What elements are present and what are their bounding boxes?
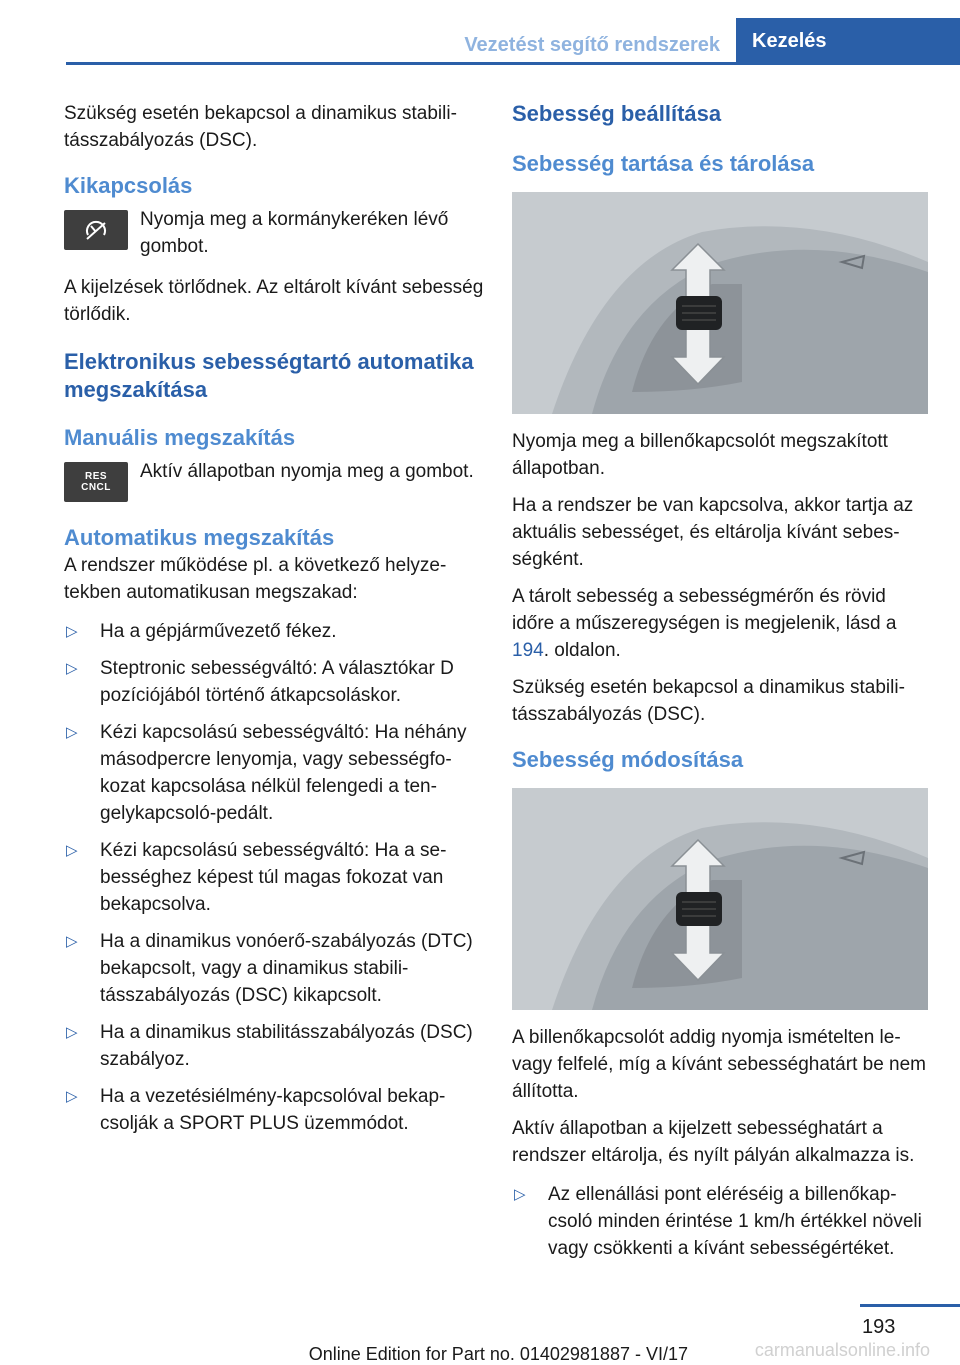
kikapcsolas-heading: Kikapcsolás [64, 173, 193, 198]
manual-text: Aktív állapotban nyomja meg a gombot. [140, 461, 474, 482]
hold-heading: Sebesség tartása és tárolása [512, 151, 815, 176]
list-item: ▷ Kézi kapcsolású sebességváltó: Ha néhány másodpercre lenyomja, vagy sebességfokozat kapcsolása nélkül felengedi a tengelykapcsoló-pedált. [64, 719, 484, 827]
auto-bullet-list [64, 618, 484, 1137]
triangle-bullet-icon: ▷ [66, 1024, 78, 1041]
triangle-bullet-icon: ▷ [66, 724, 78, 741]
res-label: RES [84, 471, 108, 482]
cncl-label: CNCL [81, 482, 111, 493]
kikapcsolas-icon-text: Nyomja meg a kormánykeréken lévő gombot. [140, 209, 449, 257]
hold-paragraph-2: Ha a rendszer be van kapcsolva, akkor tartja az aktuális sebességet, és eltárolja kívánt sebességként. [512, 495, 914, 570]
kikapcsolas-icon-row [64, 206, 484, 260]
header-tab-kezeles[interactable]: Kezelés [736, 18, 960, 65]
header-rule [66, 62, 960, 65]
page-number: 193 [862, 1316, 896, 1338]
hold-paragraph-3: A tárolt sebesség a sebességmérőn és rövid időre a műszeregységen is megjelenik, lásd a 194. oldalon. [512, 586, 897, 661]
footer-rule [860, 1304, 960, 1307]
header-section-title: Vezetést segítő rendszerek [464, 33, 720, 56]
intro-paragraph: Szükség esetén bekapcsol a dinamikus stabilitásszabályozás (DSC). [64, 103, 457, 151]
left-column [64, 100, 484, 1147]
speed-setting-heading: Sebesség beállítása [512, 101, 722, 126]
list-item: ▷ Kézi kapcsolású sebességváltó: Ha a sebességhez képest túl magas fokozat van bekapcsolva. [64, 837, 484, 918]
modify-heading: Sebesség módosítása [512, 747, 744, 772]
triangle-bullet-icon: ▷ [66, 623, 78, 640]
res-cncl-button-icon [64, 462, 128, 502]
kikapcsolas-text: A kijelzések törlődnek. Az eltárolt kívánt sebesség törlődik. [64, 277, 484, 325]
list-item: ▷ Ha a dinamikus vonóerő-szabályozás (DTC) bekapcsolt, vagy a dinamikus stabilitásszabályozás (DSC) kikapcsolt. [64, 928, 484, 1009]
triangle-bullet-icon: ▷ [66, 660, 78, 677]
steering-wheel-rocker-image [512, 192, 928, 414]
steering-wheel-rocker-image-2 [512, 788, 928, 1010]
modify-bullet-list [512, 1181, 930, 1262]
modify-paragraph-1: A billenőkapcsolót addig nyomja ismételten le- vagy felfelé, míg a kívánt sebességhatárt be nem állította. [512, 1027, 927, 1102]
modify-paragraph-2: Aktív állapotban a kijelzett sebességhatárt a rendszer eltárolja, és nyílt pályán alkalmazza is. [512, 1118, 915, 1166]
watermark: carmanualsonline.info [754, 1340, 930, 1360]
auto-text: A rendszer működése pl. a következő helyzetekben automatikusan megszakad: [64, 555, 447, 603]
page-link-194[interactable]: 194 [512, 640, 544, 661]
triangle-bullet-icon: ▷ [514, 1186, 526, 1203]
triangle-bullet-icon: ▷ [66, 842, 78, 859]
list-item: ▷ Ha a dinamikus stabilitásszabályozás (DSC) szabályoz. [64, 1019, 484, 1073]
list-item: ▷ Az ellenállási pont eléréséig a billenőkapcsoló minden érintése 1 km/h értékkel növeli vagy csökkenti a kívánt sebességértéket. [512, 1181, 930, 1262]
manual-heading: Manuális megszakítás [64, 425, 296, 450]
manual-icon-row [64, 458, 484, 502]
auto-heading: Automatikus megszakítás [64, 525, 335, 550]
triangle-bullet-icon: ▷ [66, 1088, 78, 1105]
list-item: ▷ Ha a vezetésiélmény-kapcsolóval bekapcsolják a SPORT PLUS üzemmódot. [64, 1083, 484, 1137]
list-item: ▷ Ha a gépjárművezető fékez. [64, 618, 484, 645]
hold-paragraph-4: Szükség esetén bekapcsol a dinamikus stabilitásszabályozás (DSC). [512, 677, 905, 725]
megszakitas-heading: Elektronikus sebességtartó automatika megszakítása [64, 349, 474, 402]
triangle-bullet-icon: ▷ [66, 933, 78, 950]
list-item: ▷ Steptronic sebességváltó: A választókar D pozíciójából történő átkapcsoláskor. [64, 655, 484, 709]
edition-footer: Online Edition for Part no. 01402981887 - VI/17 [308, 1344, 688, 1364]
hold-paragraph-1: Nyomja meg a billenőkapcsolót megszakított állapotban. [512, 431, 888, 479]
cruise-off-button-icon [64, 210, 128, 250]
right-column [512, 100, 930, 1272]
